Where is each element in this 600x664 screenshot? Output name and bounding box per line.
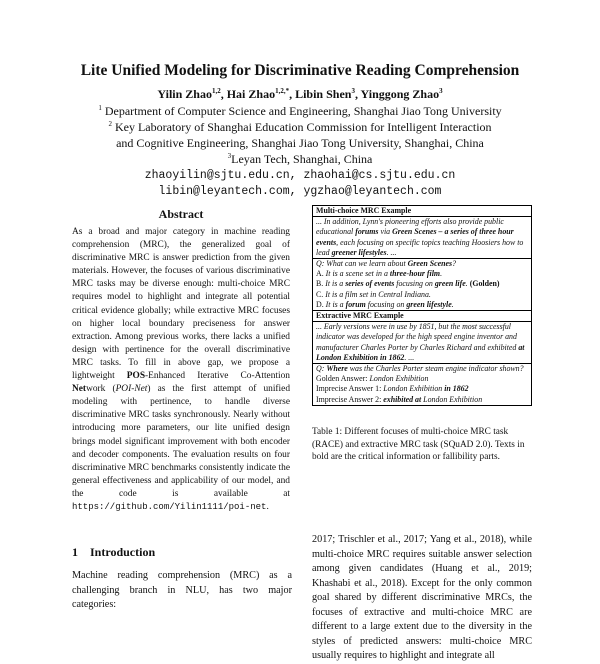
option-c: C. It is a film set in Central Indiana. <box>316 289 431 299</box>
mc-passage: ... In addition, Lynn's pioneering efforts also provide public educational forums via Green Scenes – a series of three hour events, each focusing on specific topics teaching Hoosiers how to lead greener lifestyles. ... <box>313 217 531 259</box>
table-caption: Table 1: Different focuses of multi-choice MRC task (RACE) and extractive MRC task (SQuAD 2.0). Texts in bold are the critical information or fallibility parts. <box>312 427 525 463</box>
abstract-body: As a broad and major category in machine reading comprehension (MRC), the generalized goal of discriminative MRC is answer prediction from the given materials. However, the focuses of various discriminative MRC tasks may be diverse enough: multi-choice MRC requires model to highlight and integrate all potential critical evidence globally; while extractive MRC focuses on higher local boundary preciseness for answer extraction. Among previous works, there lacks a unified design with pertinence for the overall discriminative MRC tasks. To fill in above gap, we propose a lightweight POS-Enhanced Iterative Co-Attention Network (POI-Net) as the first attempt of unified modeling with pertinence, to handle diverse discriminative MRC tasks synchronously. Nearly without introducing more parameters, our lite unified design brings model significant improvement with both encoder and decoder components. The evaluation results on four discriminative MRC benchmarks consistently indicate the general effectiveness and applicability of our model, and the code is available at https://github.com/Yilin1111/poi-net. <box>72 227 291 512</box>
mc-header: Multi-choice MRC Example <box>313 206 531 217</box>
ex-question: Q: Where was the Charles Porter steam engine indicator shown? <box>316 364 524 374</box>
right-column-text: 2017; Trischler et al., 2017; Yang et al., 2018), while multi-choice MRC requires suitable answer selection among given candidates (Huang et al., 2019; Khashabi et al., 2018). Except for the only common goal shared by different discriminative MRCs, the focuses of extractive and multi-choice MRC are different to a large extent due to the diversity in the styles of predicted answers: multi-choice MRC usually requires to highlight and integrate all <box>312 534 532 661</box>
golden-answer: Golden Answer: London Exhibition <box>316 374 429 384</box>
paper-title: Lite Unified Modeling for Discriminative Reading Comprehension <box>80 62 520 79</box>
mc-question-block <box>313 259 531 311</box>
section-heading-introduction: 1 Introduction <box>72 545 156 559</box>
introduction-text: Machine reading comprehension (MRC) as a challenging branch in NLU, has two major categories: <box>72 570 292 610</box>
affiliation-2-line1: $^2$ Key Laboratory of Shanghai Education Commission for Intelligent Interaction <box>108 120 492 134</box>
affiliation-1: $^1$ Department of Computer Science and Engineering, Shanghai Jiao Tong University <box>98 104 502 118</box>
abstract-heading: Abstract <box>158 207 204 221</box>
author: Libin Shen$^3$, <box>295 87 361 101</box>
code-link[interactable]: https://github.com/Yilin1111/poi-net <box>72 501 267 512</box>
affiliation-3: $^3$Leyan Tech, Shanghai, China <box>227 152 373 166</box>
imprecise-answer-2: Imprecise Answer 2: exhibited at London Exhibition <box>316 394 483 404</box>
author-list <box>0 87 600 102</box>
imprecise-answer-1: Imprecise Answer 1: London Exhibition in 1862 <box>316 384 469 394</box>
ex-passage: ... Early versions were in use by 1851, but the most successful indicator was developed for the high speed engine inventor and manufacturer Charles Porter by Charles Richard and exhibited at London Exhibition in 1862. ... <box>313 322 531 364</box>
author: Yinggong Zhao$^3$ <box>360 87 443 101</box>
ex-question-block <box>313 364 531 405</box>
email-line-1: zhaoyilin@sjtu.edu.cn, zhaohai@cs.sjtu.edu.cn <box>144 169 456 182</box>
author: Hai Zhao$^{1,2,*}$, <box>226 87 296 101</box>
option-d: D. It is a forum focusing on green lifestyle. <box>316 299 454 309</box>
author: Yilin Zhao$^{1,2}$, <box>157 87 227 101</box>
example-table <box>312 205 532 406</box>
mc-question: Q: What can we learn about Green Scenes? <box>316 259 457 269</box>
option-a: A. It is a scene set in a three-hour film. <box>316 269 443 279</box>
ex-header: Extractive MRC Example <box>313 311 531 322</box>
affiliation-2-line2: and Cognitive Engineering, Shanghai Jiao Tong University, Shanghai, China <box>116 136 484 150</box>
option-b: B. It is a series of events focusing on green life. (Golden) <box>316 279 500 289</box>
email-line-2: libin@leyantech.com, ygzhao@leyantech.com <box>158 185 442 198</box>
